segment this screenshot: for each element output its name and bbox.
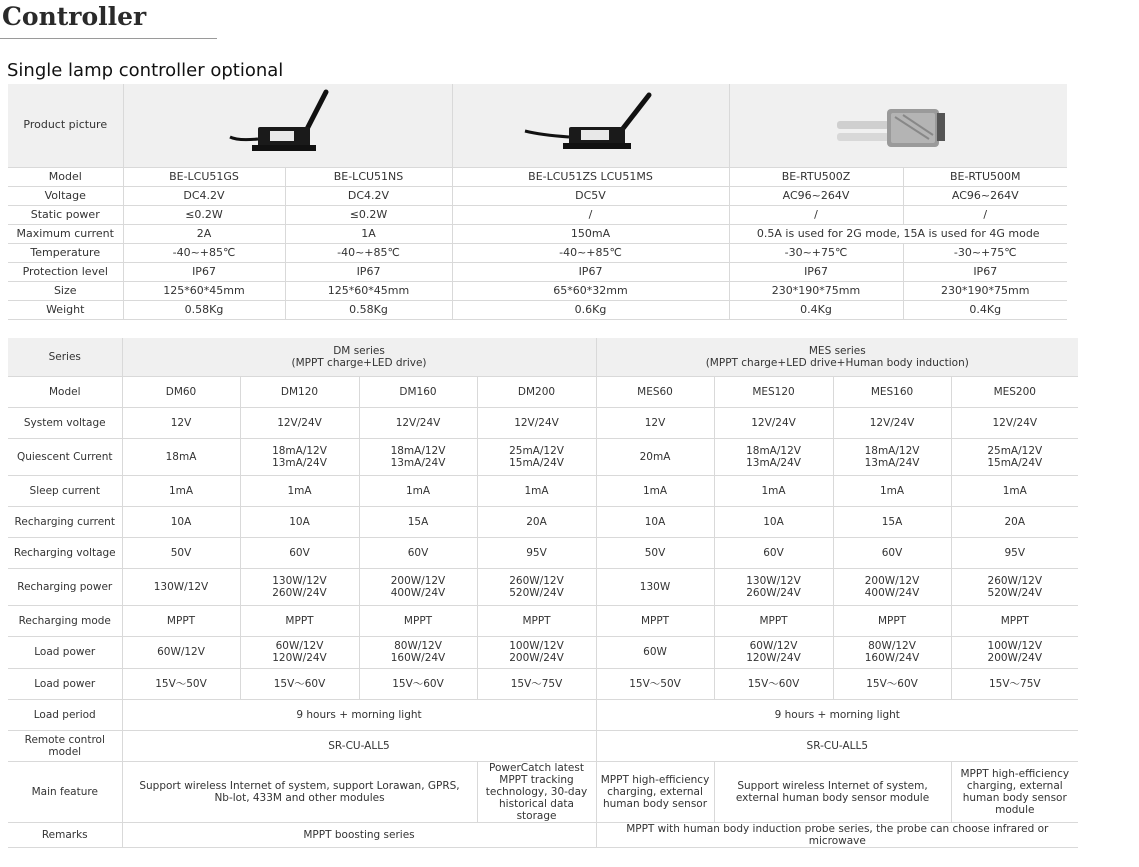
row-label: Load period — [8, 699, 122, 730]
cell: 260W/12V 520W/24V — [951, 568, 1078, 605]
row-label: Remote control model — [8, 730, 122, 761]
cell: 150mA — [452, 224, 729, 243]
cell: 12V — [596, 407, 714, 438]
cell: 1mA — [951, 475, 1078, 506]
cell: 80W/12V 160W/24V — [833, 636, 951, 668]
table-row — [8, 568, 1078, 605]
cell: SR-CU-ALL5 — [122, 730, 596, 761]
cell: 200W/12V 400W/24V — [833, 568, 951, 605]
cell: DM200 — [477, 376, 596, 407]
cell: 0.5A is used for 2G mode, 15A is used for 4G mode — [729, 224, 1067, 243]
cell: 100W/12V 200W/24V — [477, 636, 596, 668]
cell: 60W/12V 120W/24V — [240, 636, 359, 668]
cell: 2A — [123, 224, 285, 243]
table-row — [8, 668, 1078, 699]
table-row — [8, 376, 1078, 407]
row-label: Maximum current — [8, 224, 123, 243]
cell: -40~+85℃ — [285, 243, 452, 262]
page-title: Controller — [2, 2, 147, 31]
cell: MPPT high-efficiency charging, external human body sensor module — [951, 761, 1078, 822]
row-label: Load power — [8, 668, 122, 699]
cell: -30~+75℃ — [729, 243, 903, 262]
cell: 1mA — [477, 475, 596, 506]
cell: 125*60*45mm — [123, 281, 285, 300]
cell: 15V～60V — [359, 668, 477, 699]
cell: IP67 — [285, 262, 452, 281]
cell: 200W/12V 400W/24V — [359, 568, 477, 605]
cell: MES200 — [951, 376, 1078, 407]
rtu-controller-image — [833, 89, 963, 161]
table-row — [8, 475, 1078, 506]
table-row — [8, 167, 1067, 186]
dm-series-name: DM series — [333, 344, 385, 357]
cell: AC96~264V — [903, 186, 1067, 205]
cell: 20A — [951, 506, 1078, 537]
cell: BE-LCU51GS — [123, 167, 285, 186]
cell: ≤0.2W — [123, 205, 285, 224]
mes-series-header — [596, 338, 1078, 376]
title-underline — [0, 38, 217, 39]
cell: MPPT — [477, 605, 596, 636]
table-row — [8, 186, 1067, 205]
cell: 12V/24V — [359, 407, 477, 438]
cell: MPPT — [122, 605, 240, 636]
cell: 1mA — [596, 475, 714, 506]
cell: IP67 — [903, 262, 1067, 281]
cell: 1A — [285, 224, 452, 243]
table-row — [8, 636, 1078, 668]
cell: 25mA/12V 15mA/24V — [477, 438, 596, 475]
cell: 60W/12V — [122, 636, 240, 668]
cell: 60V — [714, 537, 833, 568]
cell: / — [452, 205, 729, 224]
cell: 20mA — [596, 438, 714, 475]
cell: 50V — [122, 537, 240, 568]
dm-series-header — [122, 338, 596, 376]
cell: / — [729, 205, 903, 224]
row-label: Model — [8, 376, 122, 407]
row-label: Recharging voltage — [8, 537, 122, 568]
row-label: Static power — [8, 205, 123, 224]
cell: 18mA — [122, 438, 240, 475]
cell: MPPT — [833, 605, 951, 636]
cell: MES60 — [596, 376, 714, 407]
wireless-controller-image — [228, 89, 348, 161]
cell: 0.58Kg — [123, 300, 285, 319]
cell: 10A — [596, 506, 714, 537]
cell: 60V — [359, 537, 477, 568]
row-label: Remarks — [8, 822, 122, 847]
cell: 10A — [122, 506, 240, 537]
cell: 15A — [359, 506, 477, 537]
cell: 130W/12V 260W/24V — [240, 568, 359, 605]
cell: 1mA — [240, 475, 359, 506]
row-label: Recharging power — [8, 568, 122, 605]
cell: DC5V — [452, 186, 729, 205]
series-rows — [8, 376, 1078, 699]
cell: BE-RTU500M — [903, 167, 1067, 186]
cell: 15V～75V — [477, 668, 596, 699]
cell: 18mA/12V 13mA/24V — [359, 438, 477, 475]
cell: MPPT — [596, 605, 714, 636]
cell: 0.6Kg — [452, 300, 729, 319]
row-label: Recharging current — [8, 506, 122, 537]
cell: 60V — [240, 537, 359, 568]
row-label: Recharging mode — [8, 605, 122, 636]
cell: 12V/24V — [477, 407, 596, 438]
cell: 20A — [477, 506, 596, 537]
cell: 15A — [833, 506, 951, 537]
cell: MPPT — [714, 605, 833, 636]
table-row — [8, 262, 1067, 281]
cell: 130W — [596, 568, 714, 605]
cell: AC96~264V — [729, 186, 903, 205]
table-row — [8, 761, 1078, 822]
cell: 18mA/12V 13mA/24V — [714, 438, 833, 475]
product-picture-lcu51-zs-ms — [452, 84, 729, 167]
cell: 12V/24V — [833, 407, 951, 438]
cell: 9 hours + morning light — [122, 699, 596, 730]
table-row — [8, 300, 1067, 319]
cell: 230*190*75mm — [729, 281, 903, 300]
cell: Support wireless Internet of system, external human body sensor module — [714, 761, 951, 822]
cell: MES120 — [714, 376, 833, 407]
cell: DM160 — [359, 376, 477, 407]
cell: 60V — [833, 537, 951, 568]
cell: IP67 — [452, 262, 729, 281]
series-controller-table — [8, 338, 1078, 848]
cell: 15V～60V — [240, 668, 359, 699]
cell: DM60 — [122, 376, 240, 407]
row-label: Main feature — [8, 761, 122, 822]
cell: ≤0.2W — [285, 205, 452, 224]
row-label: Protection level — [8, 262, 123, 281]
table-row — [8, 537, 1078, 568]
cell: 0.4Kg — [903, 300, 1067, 319]
row-label: System voltage — [8, 407, 122, 438]
table-row — [8, 822, 1078, 847]
cell: 10A — [714, 506, 833, 537]
cell: 60W — [596, 636, 714, 668]
cell: 1mA — [359, 475, 477, 506]
cell: DC4.2V — [285, 186, 452, 205]
cell: 12V — [122, 407, 240, 438]
cell: / — [903, 205, 1067, 224]
cell: 18mA/12V 13mA/24V — [240, 438, 359, 475]
table-row — [8, 243, 1067, 262]
row-label: Load power — [8, 636, 122, 668]
cell: 125*60*45mm — [285, 281, 452, 300]
cell: MPPT — [951, 605, 1078, 636]
cell: MPPT boosting series — [122, 822, 596, 847]
cell: DM120 — [240, 376, 359, 407]
dm-series-desc: (MPPT charge+LED drive) — [291, 356, 427, 369]
mes-series-name: MES series — [808, 344, 866, 357]
product-picture-label: Product picture — [8, 84, 123, 167]
row-label: Model — [8, 167, 123, 186]
cell: 15V～60V — [833, 668, 951, 699]
mes-series-desc: (MPPT charge+LED drive+Human body induction) — [705, 356, 969, 369]
cell: 0.4Kg — [729, 300, 903, 319]
cell: 12V/24V — [951, 407, 1078, 438]
cell: 60W/12V 120W/24V — [714, 636, 833, 668]
cell: 100W/12V 200W/24V — [951, 636, 1078, 668]
table-row — [8, 407, 1078, 438]
table-row — [8, 699, 1078, 730]
cell: 18mA/12V 13mA/24V — [833, 438, 951, 475]
section-subtitle: Single lamp controller optional — [7, 60, 284, 81]
cell: 230*190*75mm — [903, 281, 1067, 300]
cell: 95V — [951, 537, 1078, 568]
cell: 1mA — [714, 475, 833, 506]
cell: 15V～50V — [596, 668, 714, 699]
row-label: Size — [8, 281, 123, 300]
cell: BE-LCU51NS — [285, 167, 452, 186]
table-row — [8, 506, 1078, 537]
cell: 95V — [477, 537, 596, 568]
row-label: Weight — [8, 300, 123, 319]
table-row — [8, 205, 1067, 224]
cell: IP67 — [123, 262, 285, 281]
cell: MPPT high-efficiency charging, external human body sensor — [596, 761, 714, 822]
cell: 25mA/12V 15mA/24V — [951, 438, 1078, 475]
cell: MPPT with human body induction probe series, the probe can choose infrared or microwave — [596, 822, 1078, 847]
cell: 130W/12V 260W/24V — [714, 568, 833, 605]
row-label: Sleep current — [8, 475, 122, 506]
cell: 10A — [240, 506, 359, 537]
cell: 65*60*32mm — [452, 281, 729, 300]
table-row — [8, 281, 1067, 300]
cell: IP67 — [729, 262, 903, 281]
cell: 1mA — [122, 475, 240, 506]
cell: BE-RTU500Z — [729, 167, 903, 186]
cell: 260W/12V 520W/24V — [477, 568, 596, 605]
cell: -30~+75℃ — [903, 243, 1067, 262]
table-row — [8, 224, 1067, 243]
cell: -40~+85℃ — [123, 243, 285, 262]
cell: 15V～75V — [951, 668, 1078, 699]
cell: 15V～60V — [714, 668, 833, 699]
cell: 130W/12V — [122, 568, 240, 605]
row-label: Quiescent Current — [8, 438, 122, 475]
product-picture-rtu500 — [729, 84, 1067, 167]
cell: Support wireless Internet of system, support Lorawan, GPRS, Nb-lot, 433M and other modules — [122, 761, 477, 822]
cell: PowerCatch latest MPPT tracking technology, 30-day historical data storage — [477, 761, 596, 822]
cell: -40~+85℃ — [452, 243, 729, 262]
row-label: Voltage — [8, 186, 123, 205]
series-label: Series — [8, 338, 122, 376]
cell: DC4.2V — [123, 186, 285, 205]
cell: 12V/24V — [714, 407, 833, 438]
cell: MES160 — [833, 376, 951, 407]
cell: BE-LCU51ZS LCU51MS — [452, 167, 729, 186]
cell: 15V～50V — [122, 668, 240, 699]
table-row — [8, 730, 1078, 761]
cell: 12V/24V — [240, 407, 359, 438]
cell: 50V — [596, 537, 714, 568]
cell: MPPT — [240, 605, 359, 636]
cell: SR-CU-ALL5 — [596, 730, 1078, 761]
table-row — [8, 438, 1078, 475]
cell: MPPT — [359, 605, 477, 636]
cell: 0.58Kg — [285, 300, 452, 319]
cell: 9 hours + morning light — [596, 699, 1078, 730]
cell: 1mA — [833, 475, 951, 506]
product-picture-lcu51-gs-ns — [123, 84, 452, 167]
cell: 80W/12V 160W/24V — [359, 636, 477, 668]
table-row — [8, 605, 1078, 636]
single-lamp-controller-table — [8, 84, 1067, 320]
row-label: Temperature — [8, 243, 123, 262]
wireless-controller-image — [521, 89, 661, 161]
